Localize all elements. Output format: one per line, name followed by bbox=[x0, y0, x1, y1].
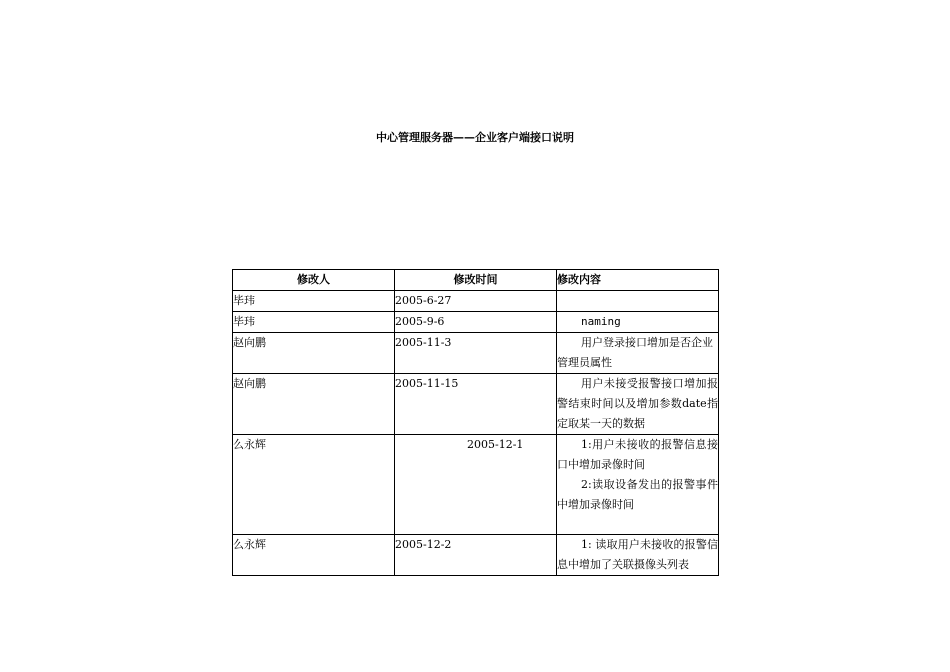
table-row bbox=[233, 435, 719, 535]
cell-content bbox=[557, 312, 719, 333]
revision-history-table bbox=[232, 269, 719, 576]
cell-content bbox=[557, 374, 719, 435]
table-row bbox=[233, 535, 719, 576]
table-row bbox=[233, 374, 719, 435]
table-row bbox=[233, 312, 719, 333]
cell-content bbox=[557, 435, 719, 535]
cell-date: 2005-12-1 bbox=[395, 435, 557, 535]
cell-date: 2005-12-2 bbox=[395, 535, 557, 576]
content-paragraph: 2:读取设备发出的报警事件中增加录像时间 bbox=[557, 478, 718, 511]
content-paragraph: 用户登录接口增加是否企业管理员属性 bbox=[557, 336, 713, 369]
header-author: 修改人 bbox=[233, 270, 395, 291]
cell-date: 2005-9-6 bbox=[395, 312, 557, 333]
content-paragraph: 1: 读取用户未接收的报警信息中增加了关联摄像头列表 bbox=[557, 538, 718, 571]
cell-author: 毕玮 bbox=[233, 291, 395, 312]
cell-author: 么永辉 bbox=[233, 535, 395, 576]
table-header-row bbox=[233, 270, 719, 291]
cell-date: 2005-6-27 bbox=[395, 291, 557, 312]
cell-content bbox=[557, 291, 719, 312]
cell-date: 2005-11-15 bbox=[395, 374, 557, 435]
cell-date: 2005-11-3 bbox=[395, 333, 557, 374]
document-title: 中心管理服务器——企业客户端接口说明 bbox=[376, 131, 574, 144]
cell-content bbox=[557, 333, 719, 374]
cell-content bbox=[557, 535, 719, 576]
cell-author: 赵向鹏 bbox=[233, 374, 395, 435]
header-content: 修改内容 bbox=[557, 270, 719, 291]
content-paragraph: 用户未接受报警接口增加报警结束时间以及增加参数date指定取某一天的数据 bbox=[557, 377, 718, 430]
cell-author: 赵向鹏 bbox=[233, 333, 395, 374]
cell-author: 么永辉 bbox=[233, 435, 395, 535]
header-date: 修改时间 bbox=[395, 270, 557, 291]
content-paragraph: naming bbox=[581, 315, 621, 328]
content-paragraph: 1:用户未接收的报警信息接口中增加录像时间 bbox=[557, 438, 718, 471]
cell-author: 毕玮 bbox=[233, 312, 395, 333]
table-row bbox=[233, 333, 719, 374]
table-row bbox=[233, 291, 719, 312]
